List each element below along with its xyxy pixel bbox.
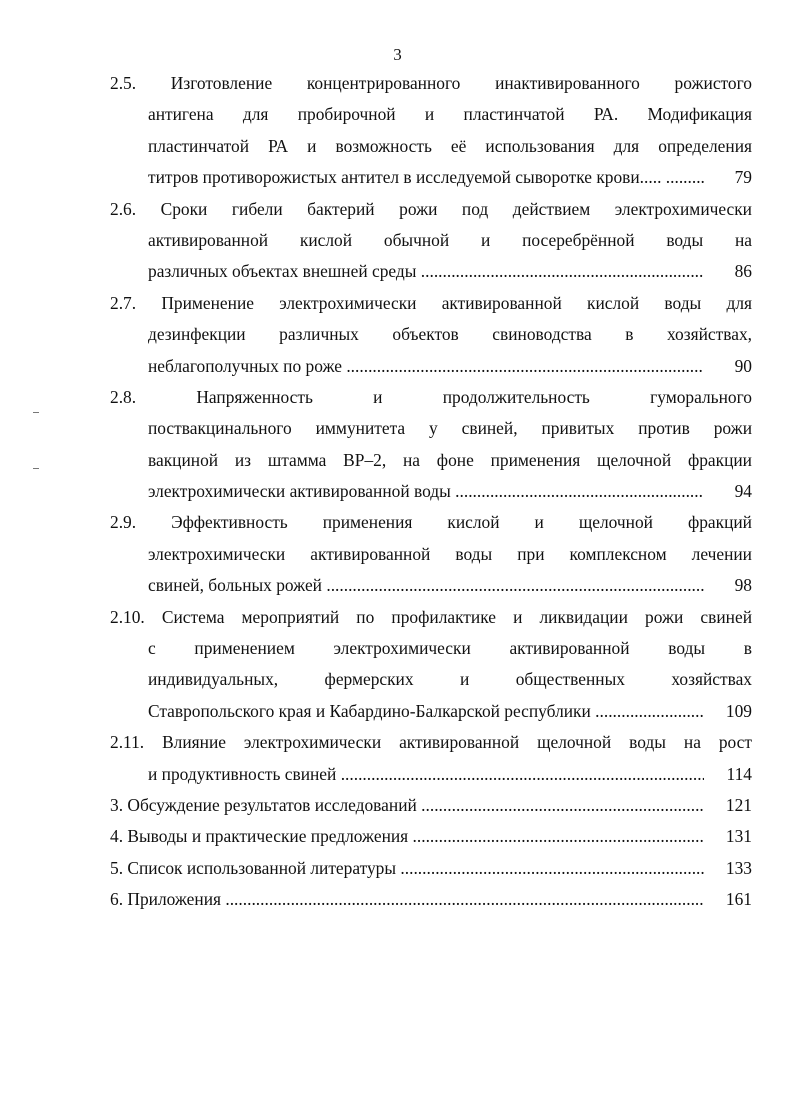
toc-entry-text: 3. Обсуждение результатов исследований ..... [110,790,704,821]
toc-entry-text: неблагополучных по роже ..... [110,351,704,382]
toc-entry-text: 6. Приложения ..... [110,884,704,915]
leader-dots [221,889,704,909]
margin-mark [33,468,39,469]
toc-entry[interactable] [110,790,752,821]
toc-page-number: 98 [734,575,752,596]
toc-entry-text: 2.11. Влияние электрохимически активированной щелочной воды на рост [110,732,752,753]
toc-page-number: 79 [734,167,752,188]
leader-dots [661,167,704,187]
toc-entry-text: 2.6. Сроки гибели бактерий рожи под действием электрохимически [110,198,752,219]
toc-entry-text: 2.10. Система мероприятий по профилактике и ликвидации рожи свиней [110,606,752,627]
margin-mark [33,412,39,413]
toc-entry[interactable] [110,194,752,288]
toc-entry-text: 4. Выводы и практические предложения ..... [110,821,704,852]
toc-entry-text: 2.7. Применение электрохимически активированной кислой воды для [110,292,752,313]
toc-entry-text: 2.9. Эффективность применения кислой и щелочной фракций [110,512,752,533]
toc-entry-text: пластинчатой РА и возможность её использования для определения [148,135,752,156]
toc-page-number: 161 [725,889,752,910]
toc-page-number: 86 [734,261,752,282]
toc-page-number: 90 [734,355,752,376]
leader-dots [396,858,704,878]
leader-dots [416,261,704,281]
toc-entry-text: свиней, больных рожей ..... [110,570,704,601]
toc-entry[interactable] [110,507,752,601]
leader-dots [336,764,704,784]
toc-entry-text: 5. Список использованной литературы ..... [110,853,704,884]
toc-entry[interactable] [110,68,752,194]
toc-entry-text: вакциной из штамма ВР–2, на фоне применения щелочной фракции [148,449,752,470]
toc-entry-text: 2.8. Напряженность и продолжительность гуморального [110,386,752,407]
toc-entry[interactable] [110,884,752,915]
toc-entry-text: электрохимически активированной воды при комплексном лечении [148,543,752,564]
table-of-contents [110,68,752,916]
leader-dots [408,826,704,846]
toc-entry[interactable] [110,288,752,382]
toc-entry-text: активированной кислой обычной и посеребрённой воды на [148,229,752,250]
leader-dots [591,701,704,721]
toc-page-number: 94 [734,481,752,502]
toc-entry-text: 2.5. Изготовление концентрированного инактивированного рожистого [110,73,752,93]
toc-entry-text: индивидуальных, фермерских и общественных хозяйствах [148,669,752,690]
toc-page-number: 114 [726,763,752,784]
toc-entry-text: дезинфекции различных объектов свиноводства в хозяйствах, [148,324,752,345]
toc-entry-text: электрохимически активированной воды ..... [110,476,704,507]
toc-page-number: 109 [725,700,752,721]
page-number: 3 [393,45,402,64]
leader-dots [342,356,704,376]
toc-entry[interactable] [110,602,752,728]
toc-entry-text: с применением электрохимически активированной воды в [148,638,752,659]
toc-entry-text: титров противорожистых антител в исследуемой сыворотке крови..... ..... [110,162,704,193]
toc-entry[interactable] [110,382,752,508]
toc-entry[interactable] [110,727,752,790]
toc-page-number: 133 [725,857,752,878]
toc-entry-text: Ставропольского края и Кабардино-Балкарской республики ..... [110,696,704,727]
leader-dots [417,795,704,815]
toc-entry-text: и продуктивность свиней ..... [110,759,704,790]
toc-entry[interactable] [110,853,752,884]
leader-dots [451,481,704,501]
toc-entry-text: поствакцинального иммунитета у свиней, привитых против рожи [148,418,752,439]
toc-entry[interactable] [110,821,752,852]
toc-entry-text: антигена для пробирочной и пластинчатой РА. Модификация [148,104,752,125]
leader-dots [322,575,704,595]
toc-page-number: 121 [725,794,752,815]
toc-page-number: 131 [725,826,752,847]
toc-entry-text: различных объектах внешней среды ..... [110,256,704,287]
